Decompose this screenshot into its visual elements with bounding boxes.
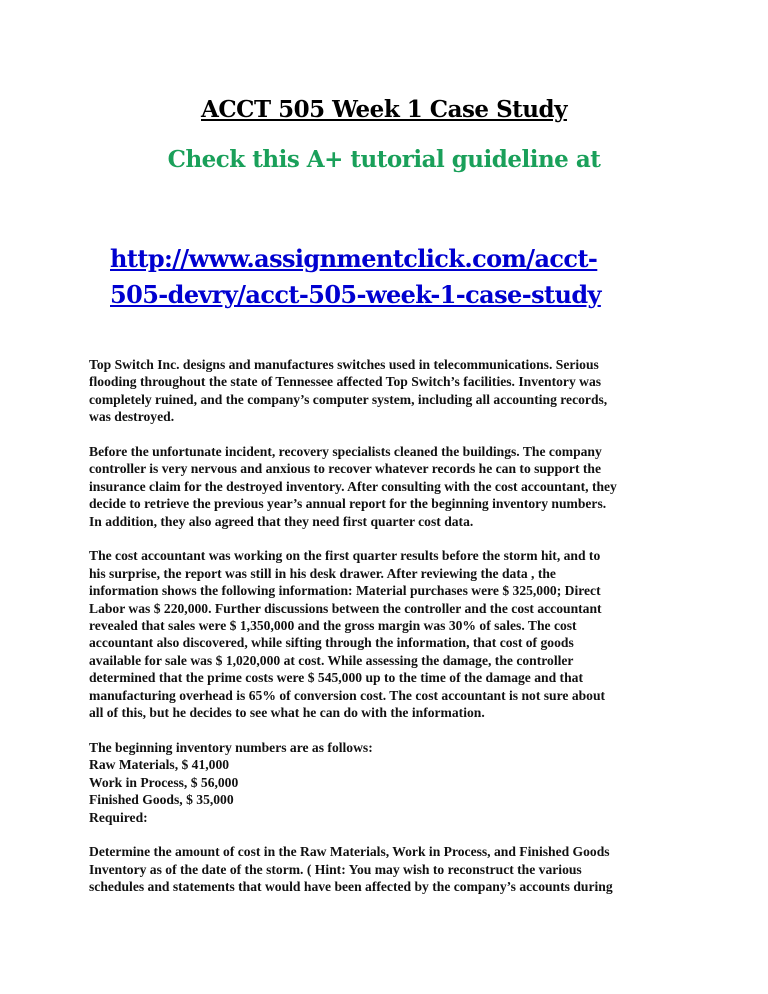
- paragraph: [89, 443, 689, 530]
- text-line: The cost accountant was working on the first quarter results before the storm hit, and to: [89, 548, 601, 564]
- text-line: In addition, they also agreed that they need first quarter cost data.: [89, 513, 474, 529]
- text-line: determined that the prime costs were $ 545,000 up to the time of the damage and that: [89, 670, 583, 686]
- text-line: information shows the following information: Material purchases were $ 325,000; Direct: [89, 583, 601, 599]
- text-line: Raw Materials, $ 41,000: [89, 757, 230, 773]
- document-title: ACCT 505 Week 1 Case Study: [201, 96, 567, 123]
- text-line: Work in Process, $ 56,000: [89, 774, 239, 790]
- text-line: Inventory as of the date of the storm. ( Hint: You may wish to reconstruct the various: [89, 861, 582, 877]
- text-line: Required:: [89, 809, 148, 825]
- text-line: revealed that sales were $ 1,350,000 and the gross margin was 30% of sales. The cost: [89, 618, 577, 634]
- paragraph: [89, 356, 689, 426]
- text-line: Labor was $ 220,000. Further discussions between the controller and the cost accountant: [89, 600, 602, 616]
- text-line: available for sale was $ 1,020,000 at cost. While assessing the damage, the controller: [89, 652, 574, 668]
- text-line: accountant also discovered, while sifting through the information, that cost of goods: [89, 635, 574, 651]
- text-line: controller is very nervous and anxious to recover whatever records he can to support the: [89, 461, 601, 477]
- text-line: Top Switch Inc. designs and manufactures switches used in telecommunications. Serious: [89, 357, 599, 372]
- text-line: The beginning inventory numbers are as follows:: [89, 739, 373, 755]
- text-line: insurance claim for the destroyed inventory. After consulting with the cost accountant, they: [89, 478, 617, 494]
- text-line: Finished Goods, $ 35,000: [89, 792, 234, 808]
- text-line: manufacturing overhead is 65% of conversion cost. The cost accountant is not sure about: [89, 687, 606, 703]
- text-line: flooding throughout the state of Tennessee affected Top Switch’s facilities. Inventory was: [89, 374, 602, 390]
- text-line: Determine the amount of cost in the Raw Materials, Work in Process, and Finished Goods: [89, 844, 610, 860]
- text-line: completely ruined, and the company’s computer system, including all accounting records,: [89, 391, 608, 407]
- paragraph: [89, 843, 689, 895]
- paragraph: [89, 739, 689, 826]
- text-line: was destroyed.: [89, 409, 175, 425]
- paragraph: [89, 547, 689, 721]
- tutorial-link-line-2[interactable]: 505-devry/acct-505-week-1-case-study: [110, 280, 601, 309]
- document-body: [89, 356, 689, 913]
- tutorial-link-line-1[interactable]: http://www.assignmentclick.com/acct-: [110, 244, 598, 273]
- text-line: Before the unfortunate incident, recovery specialists cleaned the buildings. The company: [89, 444, 602, 460]
- text-line: schedules and statements that would have been affected by the company’s accounts during: [89, 879, 613, 895]
- text-line: decide to retrieve the previous year’s annual report for the beginning inventory numbers.: [89, 496, 607, 512]
- text-line: his surprise, the report was still in his desk drawer. After reviewing the data , the: [89, 565, 556, 581]
- text-line: all of this, but he decides to see what he can do with the information.: [89, 705, 485, 721]
- subtitle: Check this A+ tutorial guideline at: [167, 146, 601, 173]
